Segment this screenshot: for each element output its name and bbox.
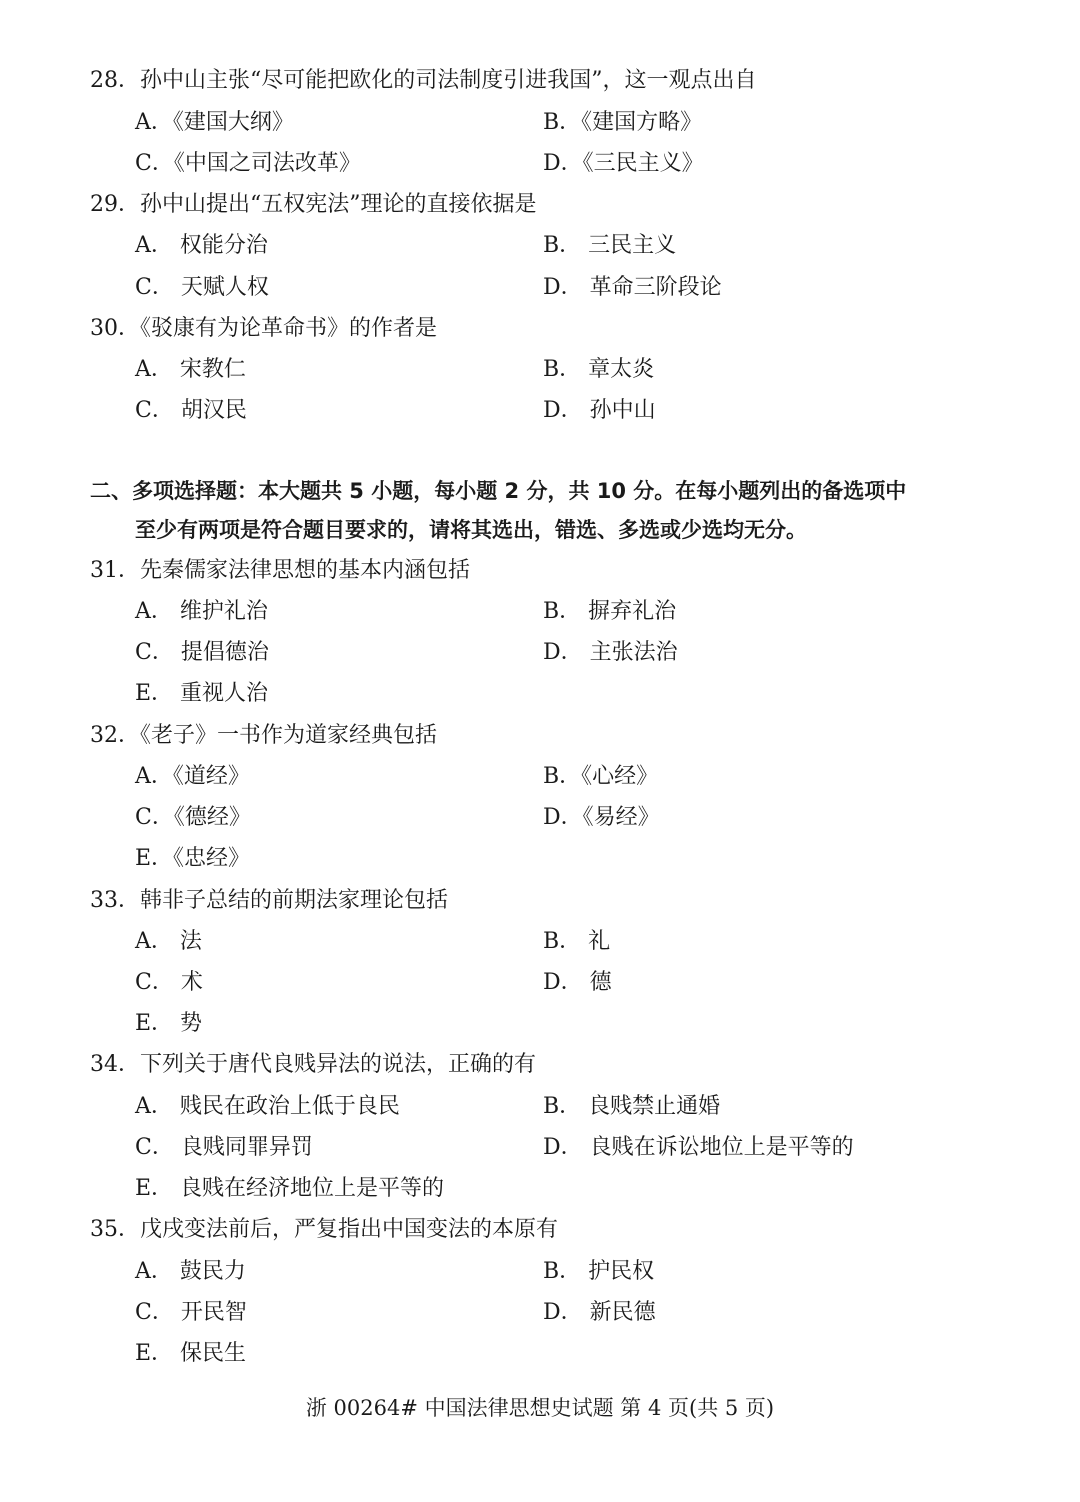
- question-29-option-a: A． 权能分治: [135, 233, 268, 258]
- question-34-stem: 34．下列关于唐代良贱异法的说法，正确的有: [90, 1052, 536, 1077]
- question-35-option-d: D． 新民德: [543, 1300, 656, 1325]
- question-30-stem: 30．《驳康有为论革命书》的作者是: [90, 316, 437, 341]
- question-30-option-a: A． 宋教仁: [135, 357, 246, 382]
- question-31-stem: 31．先秦儒家法律思想的基本内涵包括: [90, 558, 470, 583]
- question-35-option-b: B． 护民权: [543, 1259, 655, 1284]
- question-33-stem: 33．韩非子总结的前期法家理论包括: [90, 888, 448, 913]
- question-32-option-e: E．《忠经》: [135, 846, 251, 871]
- question-32-option-a: A．《道经》: [135, 764, 250, 789]
- question-28-stem: 28．孙中山主张“尽可能把欧化的司法制度引进我国”，这一观点出自: [90, 68, 757, 93]
- question-29-option-b: B． 三民主义: [543, 233, 677, 258]
- question-35-stem: 35．戊戌变法前后，严复指出中国变法的本原有: [90, 1217, 558, 1242]
- section-2-instructions: 至少有两项是符合题目要求的，请将其选出，错选、多选或少选均无分。: [135, 518, 807, 542]
- question-28-option-a: A．《建国大纲》: [135, 110, 294, 135]
- question-29-option-c: C． 天赋人权: [135, 275, 269, 300]
- question-31-option-e: E． 重视人治: [135, 681, 269, 706]
- question-32-option-b: B．《心经》: [543, 764, 659, 789]
- question-34-option-c: C． 良贱同罪异罚: [135, 1135, 313, 1160]
- question-33-option-e: E． 势: [135, 1011, 203, 1036]
- question-33-option-b: B． 礼: [543, 929, 611, 954]
- page-footer: 浙 00264# 中国法律思想史试题 第 4 页(共 5 页): [305, 1396, 775, 1420]
- question-34-option-e: E． 良贱在经济地位上是平等的: [135, 1176, 445, 1201]
- question-30-option-b: B． 章太炎: [543, 357, 655, 382]
- question-29-option-d: D． 革命三阶段论: [543, 275, 722, 300]
- question-32-stem: 32．《老子》一书作为道家经典包括: [90, 723, 437, 748]
- question-33-option-c: C． 术: [135, 970, 203, 995]
- question-35-option-a: A． 鼓民力: [135, 1259, 246, 1284]
- section-2-heading: 二、多项选择题：本大题共 5 小题，每小题 2 分，共 10 分。在每小题列出的备选项中: [90, 479, 907, 503]
- question-31-option-b: B． 摒弃礼治: [543, 599, 677, 624]
- question-33-option-a: A． 法: [135, 929, 202, 954]
- question-28-option-d: D．《三民主义》: [543, 151, 704, 176]
- question-35-option-e: E． 保民生: [135, 1341, 247, 1366]
- question-28-option-b: B．《建国方略》: [543, 110, 703, 135]
- question-34-option-d: D． 良贱在诉讼地位上是平等的: [543, 1135, 854, 1160]
- question-34-option-a: A． 贱民在政治上低于良民: [135, 1094, 400, 1119]
- question-30-option-d: D． 孙中山: [543, 398, 656, 423]
- question-31-option-a: A． 维护礼治: [135, 599, 268, 624]
- question-32-option-d: D．《易经》: [543, 805, 660, 830]
- question-28-option-c: C．《中国之司法改革》: [135, 151, 361, 176]
- question-30-option-c: C． 胡汉民: [135, 398, 247, 423]
- question-34-option-b: B． 良贱禁止通婚: [543, 1094, 721, 1119]
- question-35-option-c: C． 开民智: [135, 1300, 247, 1325]
- question-32-option-c: C．《德经》: [135, 805, 251, 830]
- question-31-option-c: C． 提倡德治: [135, 640, 269, 665]
- question-29-stem: 29．孙中山提出“五权宪法”理论的直接依据是: [90, 192, 537, 217]
- question-33-option-d: D． 德: [543, 970, 612, 995]
- question-31-option-d: D． 主张法治: [543, 640, 678, 665]
